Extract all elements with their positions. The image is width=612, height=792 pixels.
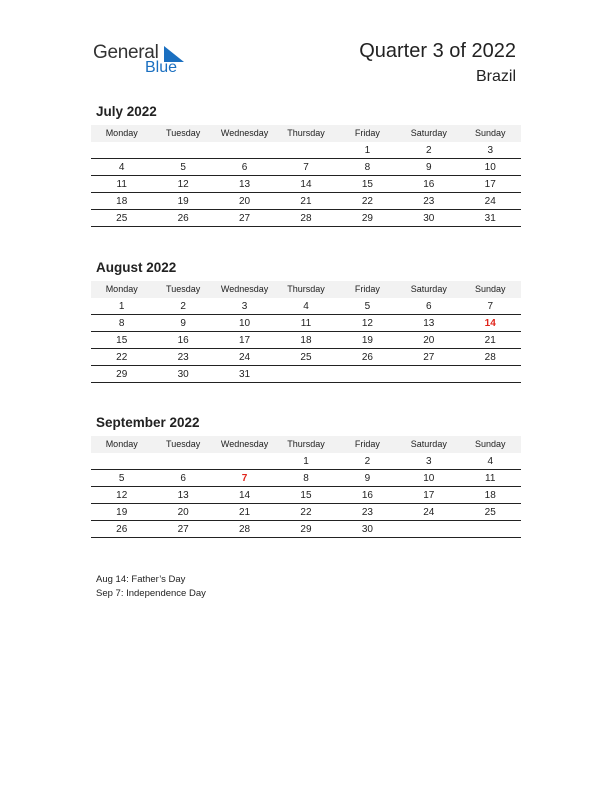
day-cell: 16 [423,179,435,190]
day-cell: 5 [180,162,186,173]
day-cell: 6 [180,473,186,484]
day-cell: 30 [177,369,189,380]
day-cell: 8 [303,473,309,484]
weekday-label: Wednesday [220,284,269,294]
day-cell: 1 [303,456,309,467]
day-cell [460,366,521,382]
day-cell [460,521,521,537]
weekday-label: Thursday [287,284,325,294]
weekday-label: Sunday [474,439,506,449]
weekday-header [91,281,521,298]
day-cell: 30 [423,213,435,224]
weekday-label: Tuesday [166,284,201,294]
day-cell: 21 [238,507,251,518]
day-cell: 21 [484,335,496,346]
generalblue-logo [93,40,193,80]
week-row [91,453,521,470]
weekday-label: Wednesday [220,439,269,449]
day-cell: 2 [180,301,186,312]
week-row [91,176,521,193]
day-cell: 15 [300,490,312,501]
day-cell: 31 [238,369,251,380]
day-cell: 16 [361,490,373,501]
day-cell: 3 [487,145,494,156]
day-cell: 12 [361,318,373,329]
day-cell: 19 [177,196,189,207]
day-cell: 10 [423,473,435,484]
day-cell: 23 [177,352,189,363]
day-cell [152,453,213,469]
weekday-header [91,125,521,142]
day-cell: 1 [364,145,371,156]
day-cell: 18 [116,196,128,207]
month-calendar-august [91,259,521,383]
day-cell [398,366,459,382]
day-cell: 29 [361,213,373,224]
day-cell: 26 [116,524,128,535]
day-cell: 9 [426,162,432,173]
day-cell: 23 [361,507,373,518]
day-cell: 30 [361,524,373,535]
weeks-container [91,298,521,383]
day-cell: 13 [238,179,251,190]
weekday-label: Thursday [287,128,325,138]
week-row [91,487,521,504]
day-cell: 22 [300,507,312,518]
day-cell: 1 [118,301,125,312]
day-cell: 20 [423,335,435,346]
day-cell: 14 [238,490,251,501]
week-row [91,142,521,159]
week-row [91,210,521,227]
weekday-label: Sunday [474,128,506,138]
day-cell: 27 [423,352,435,363]
weekday-label: Friday [354,284,380,294]
day-cell: 22 [116,352,128,363]
day-cell: 27 [238,213,251,224]
country-name: Brazil [475,68,516,85]
month-title: August 2022 [96,260,177,275]
week-row [91,349,521,366]
month-title: September 2022 [96,415,200,430]
day-cell: 18 [484,490,496,501]
day-cell: 10 [484,162,496,173]
month-title: July 2022 [96,104,157,119]
day-cell: 25 [484,507,496,518]
day-cell: 19 [116,507,128,518]
day-cell: 26 [361,352,373,363]
day-cell: 22 [361,196,373,207]
weekday-label: Friday [354,439,380,449]
day-cell: 17 [423,490,435,501]
weekday-header [91,436,521,453]
day-cell: 28 [238,524,251,535]
day-cell: 23 [423,196,435,207]
day-cell: 20 [177,507,189,518]
day-cell: 13 [177,490,189,501]
day-cell: 6 [426,301,432,312]
day-cell: 4 [303,301,309,312]
day-cell: 24 [484,196,496,207]
weekday-label: Saturday [410,284,447,294]
weekday-label: Monday [105,128,138,138]
day-cell: 18 [300,335,312,346]
logo-blue-text: Blue [145,59,178,76]
day-cell [214,453,275,469]
month-calendar-july [91,103,521,227]
day-cell: 8 [364,162,371,173]
day-cell: 2 [364,456,371,467]
day-cell: 24 [423,507,435,518]
weekday-label: Friday [354,128,380,138]
day-cell: 15 [116,335,128,346]
week-row [91,504,521,521]
weekday-label: Thursday [287,439,325,449]
day-cell: 5 [364,301,371,312]
day-cell: 15 [361,179,373,190]
week-row [91,159,521,176]
day-cell: 9 [364,473,371,484]
holiday-day-cell: 7 [241,473,248,484]
holiday-notes [96,573,206,601]
day-cell: 19 [361,335,373,346]
week-row [91,470,521,487]
day-cell: 7 [487,301,494,312]
week-row [91,332,521,349]
weekday-label: Tuesday [166,128,201,138]
day-cell [275,366,336,382]
day-cell: 4 [118,162,125,173]
weekday-label: Wednesday [220,128,269,138]
day-cell: 8 [118,318,125,329]
day-cell [214,142,275,158]
day-cell: 25 [300,352,312,363]
holiday-day-cell: 14 [484,318,496,329]
day-cell: 2 [426,145,432,156]
week-row [91,366,521,383]
day-cell: 26 [177,213,189,224]
weekday-label: Monday [105,439,138,449]
day-cell: 28 [300,213,312,224]
holiday-note: Aug 14: Father’s Day [96,574,186,585]
weeks-container [91,453,521,538]
week-row [91,298,521,315]
day-cell: 31 [484,213,496,224]
day-cell: 24 [238,352,251,363]
day-cell: 17 [484,179,496,190]
day-cell: 6 [241,162,248,173]
weekday-label: Monday [105,284,138,294]
day-cell: 11 [116,179,127,190]
day-cell [398,521,459,537]
day-cell: 10 [238,318,251,329]
day-cell: 7 [303,162,309,173]
day-cell [152,142,213,158]
quarter-title: Quarter 3 of 2022 [359,40,516,62]
day-cell: 28 [484,352,496,363]
day-cell: 3 [241,301,248,312]
logo-general-text: General [93,42,159,63]
day-cell: 29 [116,369,128,380]
weekday-label: Saturday [410,439,447,449]
day-cell: 14 [300,179,312,190]
week-row [91,521,521,538]
day-cell: 16 [177,335,189,346]
holiday-note: Sep 7: Independence Day [96,588,206,599]
week-row [91,193,521,210]
day-cell: 9 [180,318,186,329]
day-cell: 29 [300,524,312,535]
day-cell: 12 [116,490,128,501]
day-cell [91,453,152,469]
weekday-label: Tuesday [166,439,201,449]
day-cell: 3 [426,456,432,467]
month-calendar-september [91,414,521,538]
day-cell: 5 [118,473,125,484]
weekday-label: Saturday [410,128,447,138]
day-cell: 11 [300,318,312,329]
day-cell: 11 [485,473,496,484]
day-cell: 17 [238,335,251,346]
day-cell [91,142,152,158]
weekday-label: Sunday [474,284,506,294]
day-cell: 4 [487,456,494,467]
day-cell: 27 [177,524,189,535]
day-cell: 25 [116,213,128,224]
day-cell [337,366,398,382]
day-cell: 20 [238,196,251,207]
weeks-container [91,142,521,227]
day-cell: 12 [177,179,189,190]
day-cell: 21 [300,196,312,207]
day-cell: 13 [423,318,435,329]
day-cell [275,142,336,158]
week-row [91,315,521,332]
